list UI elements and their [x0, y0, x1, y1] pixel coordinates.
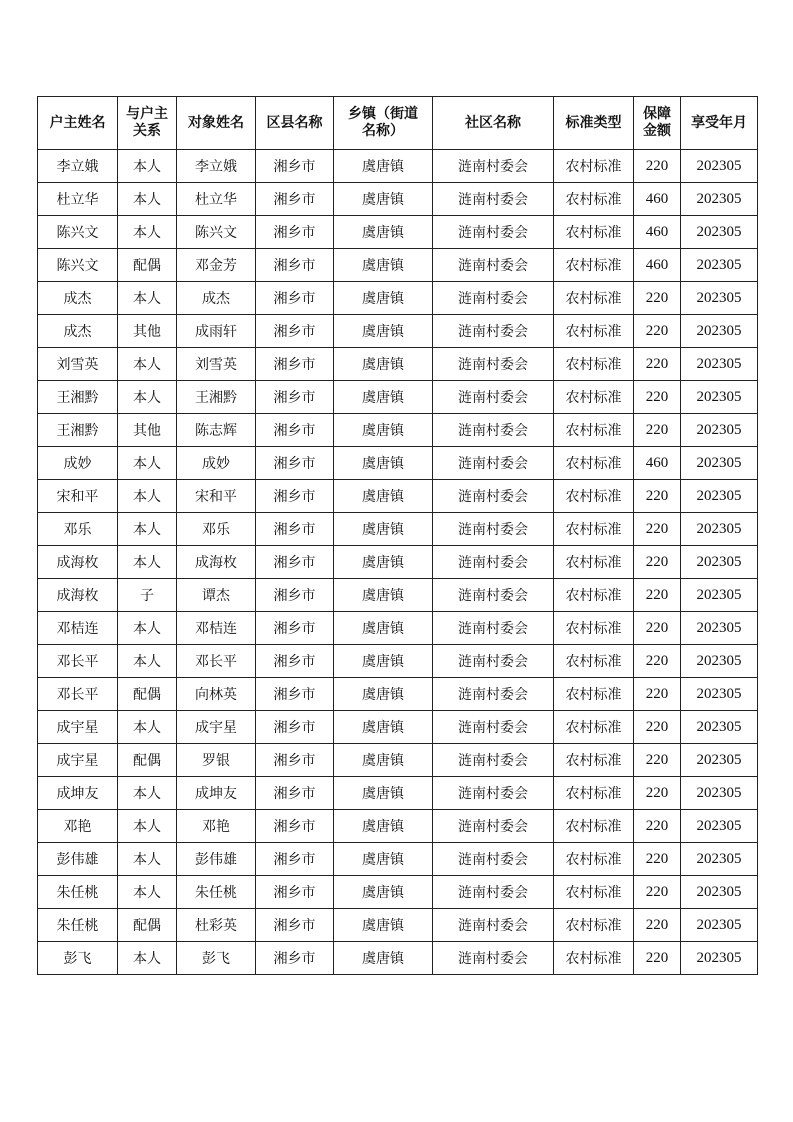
cell-township: 虞唐镇	[334, 249, 433, 282]
cell-relationship: 其他	[118, 414, 177, 447]
cell-community: 涟南村委会	[433, 678, 554, 711]
cell-amount: 220	[634, 810, 681, 843]
cell-period: 202305	[681, 546, 758, 579]
cell-period: 202305	[681, 843, 758, 876]
cell-township: 虞唐镇	[334, 942, 433, 975]
cell-household-head: 彭飞	[38, 942, 118, 975]
cell-household-head: 成杰	[38, 315, 118, 348]
cell-relationship: 本人	[118, 381, 177, 414]
cell-standard-type: 农村标准	[554, 810, 634, 843]
header-community: 社区名称	[433, 97, 554, 150]
cell-period: 202305	[681, 348, 758, 381]
cell-standard-type: 农村标准	[554, 447, 634, 480]
table-row	[38, 711, 758, 744]
cell-beneficiary-name: 王湘黔	[177, 381, 256, 414]
cell-amount: 460	[634, 447, 681, 480]
table-row	[38, 645, 758, 678]
cell-household-head: 成宇星	[38, 744, 118, 777]
table-row	[38, 777, 758, 810]
cell-amount: 220	[634, 777, 681, 810]
cell-amount: 220	[634, 315, 681, 348]
cell-amount: 220	[634, 414, 681, 447]
cell-community: 涟南村委会	[433, 546, 554, 579]
cell-amount: 460	[634, 183, 681, 216]
table-row	[38, 678, 758, 711]
cell-township: 虞唐镇	[334, 414, 433, 447]
table-row	[38, 810, 758, 843]
cell-county: 湘乡市	[256, 414, 334, 447]
cell-standard-type: 农村标准	[554, 942, 634, 975]
cell-household-head: 邓长平	[38, 678, 118, 711]
cell-household-head: 邓长平	[38, 645, 118, 678]
table-row	[38, 909, 758, 942]
cell-period: 202305	[681, 744, 758, 777]
cell-relationship: 本人	[118, 711, 177, 744]
cell-relationship: 配偶	[118, 678, 177, 711]
cell-relationship: 其他	[118, 315, 177, 348]
cell-standard-type: 农村标准	[554, 645, 634, 678]
cell-household-head: 杜立华	[38, 183, 118, 216]
cell-relationship: 本人	[118, 612, 177, 645]
table-row	[38, 282, 758, 315]
cell-standard-type: 农村标准	[554, 348, 634, 381]
cell-period: 202305	[681, 216, 758, 249]
table-body	[38, 150, 758, 975]
cell-county: 湘乡市	[256, 711, 334, 744]
cell-community: 涟南村委会	[433, 777, 554, 810]
cell-standard-type: 农村标准	[554, 711, 634, 744]
cell-amount: 220	[634, 381, 681, 414]
cell-township: 虞唐镇	[334, 579, 433, 612]
cell-township: 虞唐镇	[334, 183, 433, 216]
cell-township: 虞唐镇	[334, 480, 433, 513]
table-row	[38, 876, 758, 909]
cell-household-head: 成坤友	[38, 777, 118, 810]
cell-community: 涟南村委会	[433, 447, 554, 480]
header-amount: 保障 金额	[634, 97, 681, 150]
cell-standard-type: 农村标准	[554, 612, 634, 645]
header-township: 乡镇（街道 名称）	[334, 97, 433, 150]
cell-household-head: 宋和平	[38, 480, 118, 513]
cell-household-head: 邓桔连	[38, 612, 118, 645]
cell-amount: 220	[634, 480, 681, 513]
cell-period: 202305	[681, 513, 758, 546]
cell-beneficiary-name: 成宇星	[177, 711, 256, 744]
table-row	[38, 150, 758, 183]
table-row	[38, 381, 758, 414]
cell-period: 202305	[681, 579, 758, 612]
cell-county: 湘乡市	[256, 579, 334, 612]
cell-period: 202305	[681, 810, 758, 843]
cell-standard-type: 农村标准	[554, 678, 634, 711]
cell-community: 涟南村委会	[433, 711, 554, 744]
cell-period: 202305	[681, 711, 758, 744]
cell-standard-type: 农村标准	[554, 315, 634, 348]
cell-beneficiary-name: 宋和平	[177, 480, 256, 513]
assistance-roster-table	[37, 96, 758, 975]
cell-beneficiary-name: 杜彩英	[177, 909, 256, 942]
cell-county: 湘乡市	[256, 348, 334, 381]
cell-township: 虞唐镇	[334, 843, 433, 876]
cell-beneficiary-name: 邓艳	[177, 810, 256, 843]
cell-amount: 220	[634, 711, 681, 744]
cell-township: 虞唐镇	[334, 678, 433, 711]
cell-amount: 220	[634, 282, 681, 315]
cell-standard-type: 农村标准	[554, 546, 634, 579]
table-row	[38, 513, 758, 546]
cell-household-head: 王湘黔	[38, 381, 118, 414]
cell-beneficiary-name: 刘雪英	[177, 348, 256, 381]
cell-community: 涟南村委会	[433, 282, 554, 315]
cell-county: 湘乡市	[256, 249, 334, 282]
cell-relationship: 配偶	[118, 909, 177, 942]
cell-household-head: 邓艳	[38, 810, 118, 843]
cell-township: 虞唐镇	[334, 876, 433, 909]
header-standard-type: 标准类型	[554, 97, 634, 150]
cell-beneficiary-name: 陈兴文	[177, 216, 256, 249]
cell-standard-type: 农村标准	[554, 876, 634, 909]
table-row	[38, 579, 758, 612]
cell-relationship: 本人	[118, 810, 177, 843]
cell-relationship: 本人	[118, 876, 177, 909]
header-row	[38, 97, 758, 150]
cell-amount: 220	[634, 579, 681, 612]
header-beneficiary-name: 对象姓名	[177, 97, 256, 150]
cell-county: 湘乡市	[256, 645, 334, 678]
cell-beneficiary-name: 杜立华	[177, 183, 256, 216]
cell-relationship: 配偶	[118, 249, 177, 282]
cell-community: 涟南村委会	[433, 909, 554, 942]
cell-standard-type: 农村标准	[554, 282, 634, 315]
cell-household-head: 邓乐	[38, 513, 118, 546]
cell-relationship: 本人	[118, 216, 177, 249]
cell-community: 涟南村委会	[433, 381, 554, 414]
cell-beneficiary-name: 罗银	[177, 744, 256, 777]
cell-county: 湘乡市	[256, 216, 334, 249]
cell-county: 湘乡市	[256, 678, 334, 711]
cell-period: 202305	[681, 447, 758, 480]
cell-township: 虞唐镇	[334, 711, 433, 744]
cell-standard-type: 农村标准	[554, 480, 634, 513]
cell-township: 虞唐镇	[334, 447, 433, 480]
cell-county: 湘乡市	[256, 447, 334, 480]
cell-community: 涟南村委会	[433, 579, 554, 612]
cell-county: 湘乡市	[256, 315, 334, 348]
table-row	[38, 612, 758, 645]
cell-township: 虞唐镇	[334, 645, 433, 678]
cell-beneficiary-name: 成雨轩	[177, 315, 256, 348]
cell-period: 202305	[681, 876, 758, 909]
cell-relationship: 子	[118, 579, 177, 612]
cell-period: 202305	[681, 777, 758, 810]
cell-county: 湘乡市	[256, 942, 334, 975]
cell-community: 涟南村委会	[433, 150, 554, 183]
cell-period: 202305	[681, 678, 758, 711]
cell-amount: 220	[634, 876, 681, 909]
cell-beneficiary-name: 邓长平	[177, 645, 256, 678]
cell-period: 202305	[681, 480, 758, 513]
table-row	[38, 546, 758, 579]
cell-standard-type: 农村标准	[554, 843, 634, 876]
cell-community: 涟南村委会	[433, 810, 554, 843]
cell-beneficiary-name: 谭杰	[177, 579, 256, 612]
cell-amount: 220	[634, 909, 681, 942]
cell-amount: 220	[634, 348, 681, 381]
cell-township: 虞唐镇	[334, 744, 433, 777]
cell-relationship: 配偶	[118, 744, 177, 777]
cell-community: 涟南村委会	[433, 348, 554, 381]
cell-county: 湘乡市	[256, 876, 334, 909]
cell-period: 202305	[681, 909, 758, 942]
cell-household-head: 朱任桃	[38, 909, 118, 942]
table-row	[38, 348, 758, 381]
cell-township: 虞唐镇	[334, 381, 433, 414]
cell-county: 湘乡市	[256, 777, 334, 810]
cell-township: 虞唐镇	[334, 513, 433, 546]
cell-relationship: 本人	[118, 777, 177, 810]
cell-amount: 220	[634, 612, 681, 645]
cell-community: 涟南村委会	[433, 513, 554, 546]
cell-standard-type: 农村标准	[554, 579, 634, 612]
cell-county: 湘乡市	[256, 381, 334, 414]
cell-community: 涟南村委会	[433, 480, 554, 513]
cell-county: 湘乡市	[256, 612, 334, 645]
cell-standard-type: 农村标准	[554, 216, 634, 249]
cell-standard-type: 农村标准	[554, 777, 634, 810]
cell-standard-type: 农村标准	[554, 909, 634, 942]
cell-beneficiary-name: 彭飞	[177, 942, 256, 975]
cell-county: 湘乡市	[256, 909, 334, 942]
cell-amount: 220	[634, 645, 681, 678]
cell-county: 湘乡市	[256, 282, 334, 315]
table-row	[38, 942, 758, 975]
cell-period: 202305	[681, 150, 758, 183]
cell-period: 202305	[681, 414, 758, 447]
table-row	[38, 843, 758, 876]
cell-community: 涟南村委会	[433, 645, 554, 678]
cell-household-head: 成海枚	[38, 579, 118, 612]
cell-township: 虞唐镇	[334, 909, 433, 942]
cell-county: 湘乡市	[256, 183, 334, 216]
cell-amount: 460	[634, 216, 681, 249]
cell-period: 202305	[681, 381, 758, 414]
cell-beneficiary-name: 邓桔连	[177, 612, 256, 645]
cell-amount: 220	[634, 150, 681, 183]
cell-beneficiary-name: 彭伟雄	[177, 843, 256, 876]
cell-beneficiary-name: 李立娥	[177, 150, 256, 183]
cell-beneficiary-name: 朱任桃	[177, 876, 256, 909]
cell-beneficiary-name: 邓乐	[177, 513, 256, 546]
cell-amount: 220	[634, 744, 681, 777]
table-row	[38, 315, 758, 348]
cell-period: 202305	[681, 249, 758, 282]
cell-household-head: 刘雪英	[38, 348, 118, 381]
table-row	[38, 216, 758, 249]
cell-amount: 220	[634, 942, 681, 975]
cell-relationship: 本人	[118, 645, 177, 678]
cell-period: 202305	[681, 942, 758, 975]
cell-household-head: 成杰	[38, 282, 118, 315]
cell-standard-type: 农村标准	[554, 249, 634, 282]
cell-household-head: 李立娥	[38, 150, 118, 183]
cell-period: 202305	[681, 315, 758, 348]
cell-community: 涟南村委会	[433, 249, 554, 282]
cell-beneficiary-name: 成海枚	[177, 546, 256, 579]
table-row	[38, 447, 758, 480]
cell-household-head: 成妙	[38, 447, 118, 480]
cell-beneficiary-name: 成妙	[177, 447, 256, 480]
cell-township: 虞唐镇	[334, 282, 433, 315]
cell-standard-type: 农村标准	[554, 744, 634, 777]
cell-county: 湘乡市	[256, 810, 334, 843]
table-row	[38, 744, 758, 777]
cell-community: 涟南村委会	[433, 843, 554, 876]
cell-township: 虞唐镇	[334, 546, 433, 579]
cell-county: 湘乡市	[256, 150, 334, 183]
cell-period: 202305	[681, 612, 758, 645]
cell-township: 虞唐镇	[334, 612, 433, 645]
cell-household-head: 陈兴文	[38, 216, 118, 249]
cell-amount: 220	[634, 546, 681, 579]
cell-standard-type: 农村标准	[554, 150, 634, 183]
cell-beneficiary-name: 陈志辉	[177, 414, 256, 447]
cell-relationship: 本人	[118, 513, 177, 546]
cell-beneficiary-name: 成杰	[177, 282, 256, 315]
header-period: 享受年月	[681, 97, 758, 150]
table-row	[38, 414, 758, 447]
header-household-head: 户主姓名	[38, 97, 118, 150]
cell-standard-type: 农村标准	[554, 414, 634, 447]
table-row	[38, 249, 758, 282]
cell-community: 涟南村委会	[433, 414, 554, 447]
cell-beneficiary-name: 成坤友	[177, 777, 256, 810]
cell-relationship: 本人	[118, 546, 177, 579]
cell-community: 涟南村委会	[433, 612, 554, 645]
cell-county: 湘乡市	[256, 513, 334, 546]
cell-amount: 460	[634, 249, 681, 282]
cell-relationship: 本人	[118, 447, 177, 480]
cell-period: 202305	[681, 282, 758, 315]
cell-county: 湘乡市	[256, 546, 334, 579]
cell-township: 虞唐镇	[334, 315, 433, 348]
cell-period: 202305	[681, 645, 758, 678]
cell-township: 虞唐镇	[334, 216, 433, 249]
cell-standard-type: 农村标准	[554, 183, 634, 216]
table-row	[38, 480, 758, 513]
cell-community: 涟南村委会	[433, 315, 554, 348]
cell-community: 涟南村委会	[433, 942, 554, 975]
cell-relationship: 本人	[118, 183, 177, 216]
cell-township: 虞唐镇	[334, 348, 433, 381]
cell-relationship: 本人	[118, 942, 177, 975]
header-relationship: 与户主 关系	[118, 97, 177, 150]
cell-household-head: 成海枚	[38, 546, 118, 579]
header-county: 区县名称	[256, 97, 334, 150]
cell-county: 湘乡市	[256, 480, 334, 513]
cell-amount: 220	[634, 513, 681, 546]
cell-household-head: 朱任桃	[38, 876, 118, 909]
cell-standard-type: 农村标准	[554, 381, 634, 414]
cell-community: 涟南村委会	[433, 183, 554, 216]
cell-community: 涟南村委会	[433, 216, 554, 249]
cell-period: 202305	[681, 183, 758, 216]
cell-relationship: 本人	[118, 480, 177, 513]
cell-relationship: 本人	[118, 843, 177, 876]
cell-relationship: 本人	[118, 348, 177, 381]
cell-household-head: 成宇星	[38, 711, 118, 744]
cell-township: 虞唐镇	[334, 777, 433, 810]
cell-community: 涟南村委会	[433, 744, 554, 777]
cell-household-head: 彭伟雄	[38, 843, 118, 876]
cell-relationship: 本人	[118, 282, 177, 315]
cell-township: 虞唐镇	[334, 150, 433, 183]
cell-standard-type: 农村标准	[554, 513, 634, 546]
cell-township: 虞唐镇	[334, 810, 433, 843]
cell-beneficiary-name: 向林英	[177, 678, 256, 711]
cell-beneficiary-name: 邓金芳	[177, 249, 256, 282]
cell-household-head: 陈兴文	[38, 249, 118, 282]
cell-county: 湘乡市	[256, 744, 334, 777]
cell-relationship: 本人	[118, 150, 177, 183]
cell-community: 涟南村委会	[433, 876, 554, 909]
table-row	[38, 183, 758, 216]
cell-amount: 220	[634, 678, 681, 711]
cell-amount: 220	[634, 843, 681, 876]
cell-county: 湘乡市	[256, 843, 334, 876]
cell-household-head: 王湘黔	[38, 414, 118, 447]
